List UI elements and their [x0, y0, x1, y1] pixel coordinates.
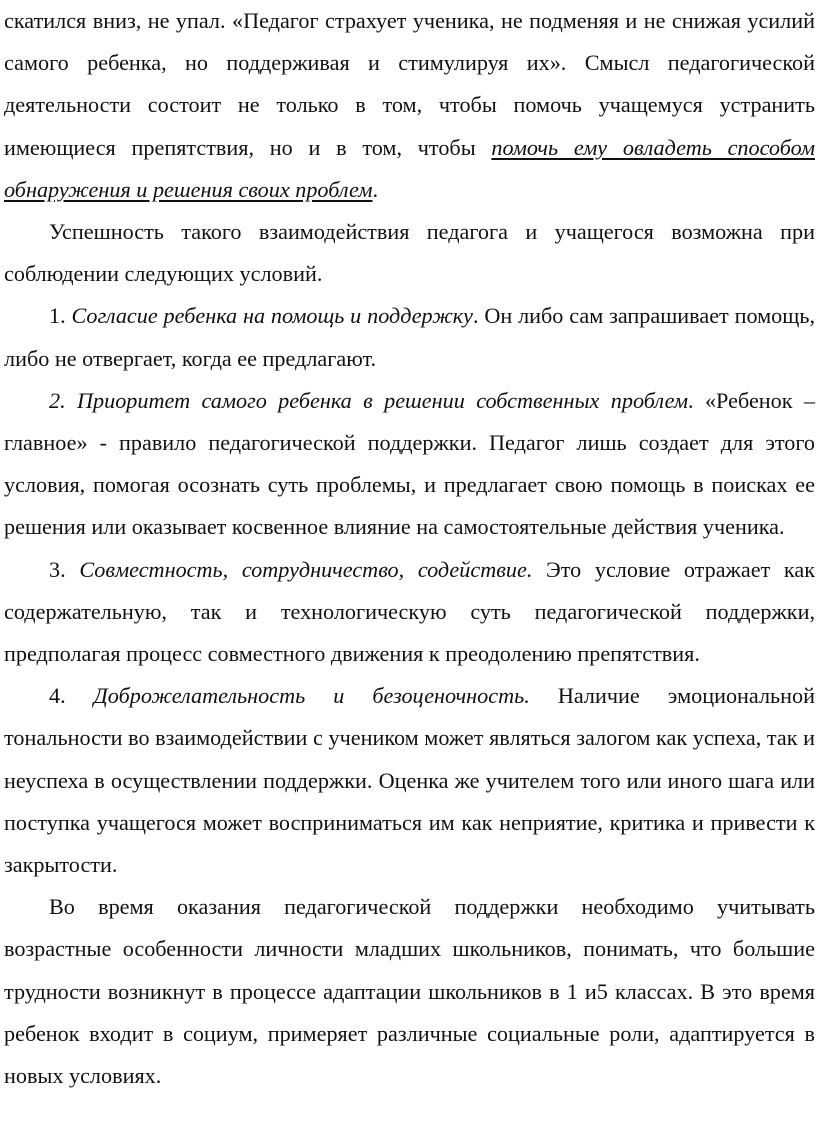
- paragraph-age-features: [4, 886, 815, 1097]
- paragraph-age-features-text: Во время оказания педагогической поддержки необходимо учитывать возрастные особенности личности младших школьников, понимать, что большие трудности возникнут в процессе адаптации школьников в 1 и5 классах. В это время ребенок входит в социум, примеряет различные социальные роли, адаптируется в новых условиях.: [4, 894, 815, 1089]
- condition-item-3: [4, 549, 815, 676]
- condition-item-1: [4, 295, 815, 379]
- condition-number-4: 4.: [49, 683, 94, 709]
- paragraph-intro-end: .: [372, 176, 379, 202]
- emphasis-underlined: помочь ему овладеть способом обнаружения и решения своих проблем: [4, 134, 815, 202]
- condition-title-2: 2. Приоритет самого ребенка в решении собственных проблем: [49, 387, 689, 413]
- paragraph-intro: [4, 0, 815, 211]
- condition-title-1: Согласие ребенка на помощь и поддержку: [71, 303, 473, 329]
- condition-title-3: Совместность, сотрудничество, содействие.: [79, 556, 533, 582]
- condition-text-4: Наличие эмоциональной тональности во взаимодействии с учеником может являться залогом как успеха, так и неуспеха в осуществлении поддержки. Оценка же учителем того или иного шага или поступка учащегося может восприниматься им как неприятие, критика и привести к закрытости.: [4, 683, 815, 878]
- condition-number-3: 3.: [49, 556, 80, 582]
- paragraph-conditions-intro-text: Успешность такого взаимодействия педагога и учащегося возможна при соблюдении следующих условий.: [4, 219, 815, 287]
- condition-text-1: . Он либо сам запрашивает помощь, либо не отвергает, когда ее предлагают.: [4, 303, 816, 371]
- paragraph-conditions-intro: [4, 211, 815, 295]
- paragraph-intro-text: скатился вниз, не упал. «Педагог страхует ученика, не подменяя и не снижая усилий самого ребенка, но поддерживая и стимулируя их». Смысл педагогической деятельности состоит не только в том, чтобы помочь учащемуся устранить имеющиеся препятствия, но и в том, чтобы: [4, 8, 815, 160]
- condition-text-3: Это условие отражает как содержательную, так и технологическую суть педагогической поддержки, предполагая процесс совместного движения к преодолению препятствия.: [4, 556, 816, 667]
- condition-item-4: [4, 675, 815, 886]
- condition-item-2: [4, 380, 815, 549]
- condition-text-2: . «Ребенок – главное» - правило педагогической поддержки. Педагог лишь создает для этого условия, помогая осознать суть проблемы, и предлагает свою помощь в поисках ее решения или оказывает косвенное влияние на самостоятельные действия ученика.: [4, 387, 815, 540]
- condition-number-1: 1.: [49, 303, 72, 329]
- condition-title-4: Доброжелательность и безоценочность.: [93, 683, 530, 709]
- document-page: [4, 0, 815, 1097]
